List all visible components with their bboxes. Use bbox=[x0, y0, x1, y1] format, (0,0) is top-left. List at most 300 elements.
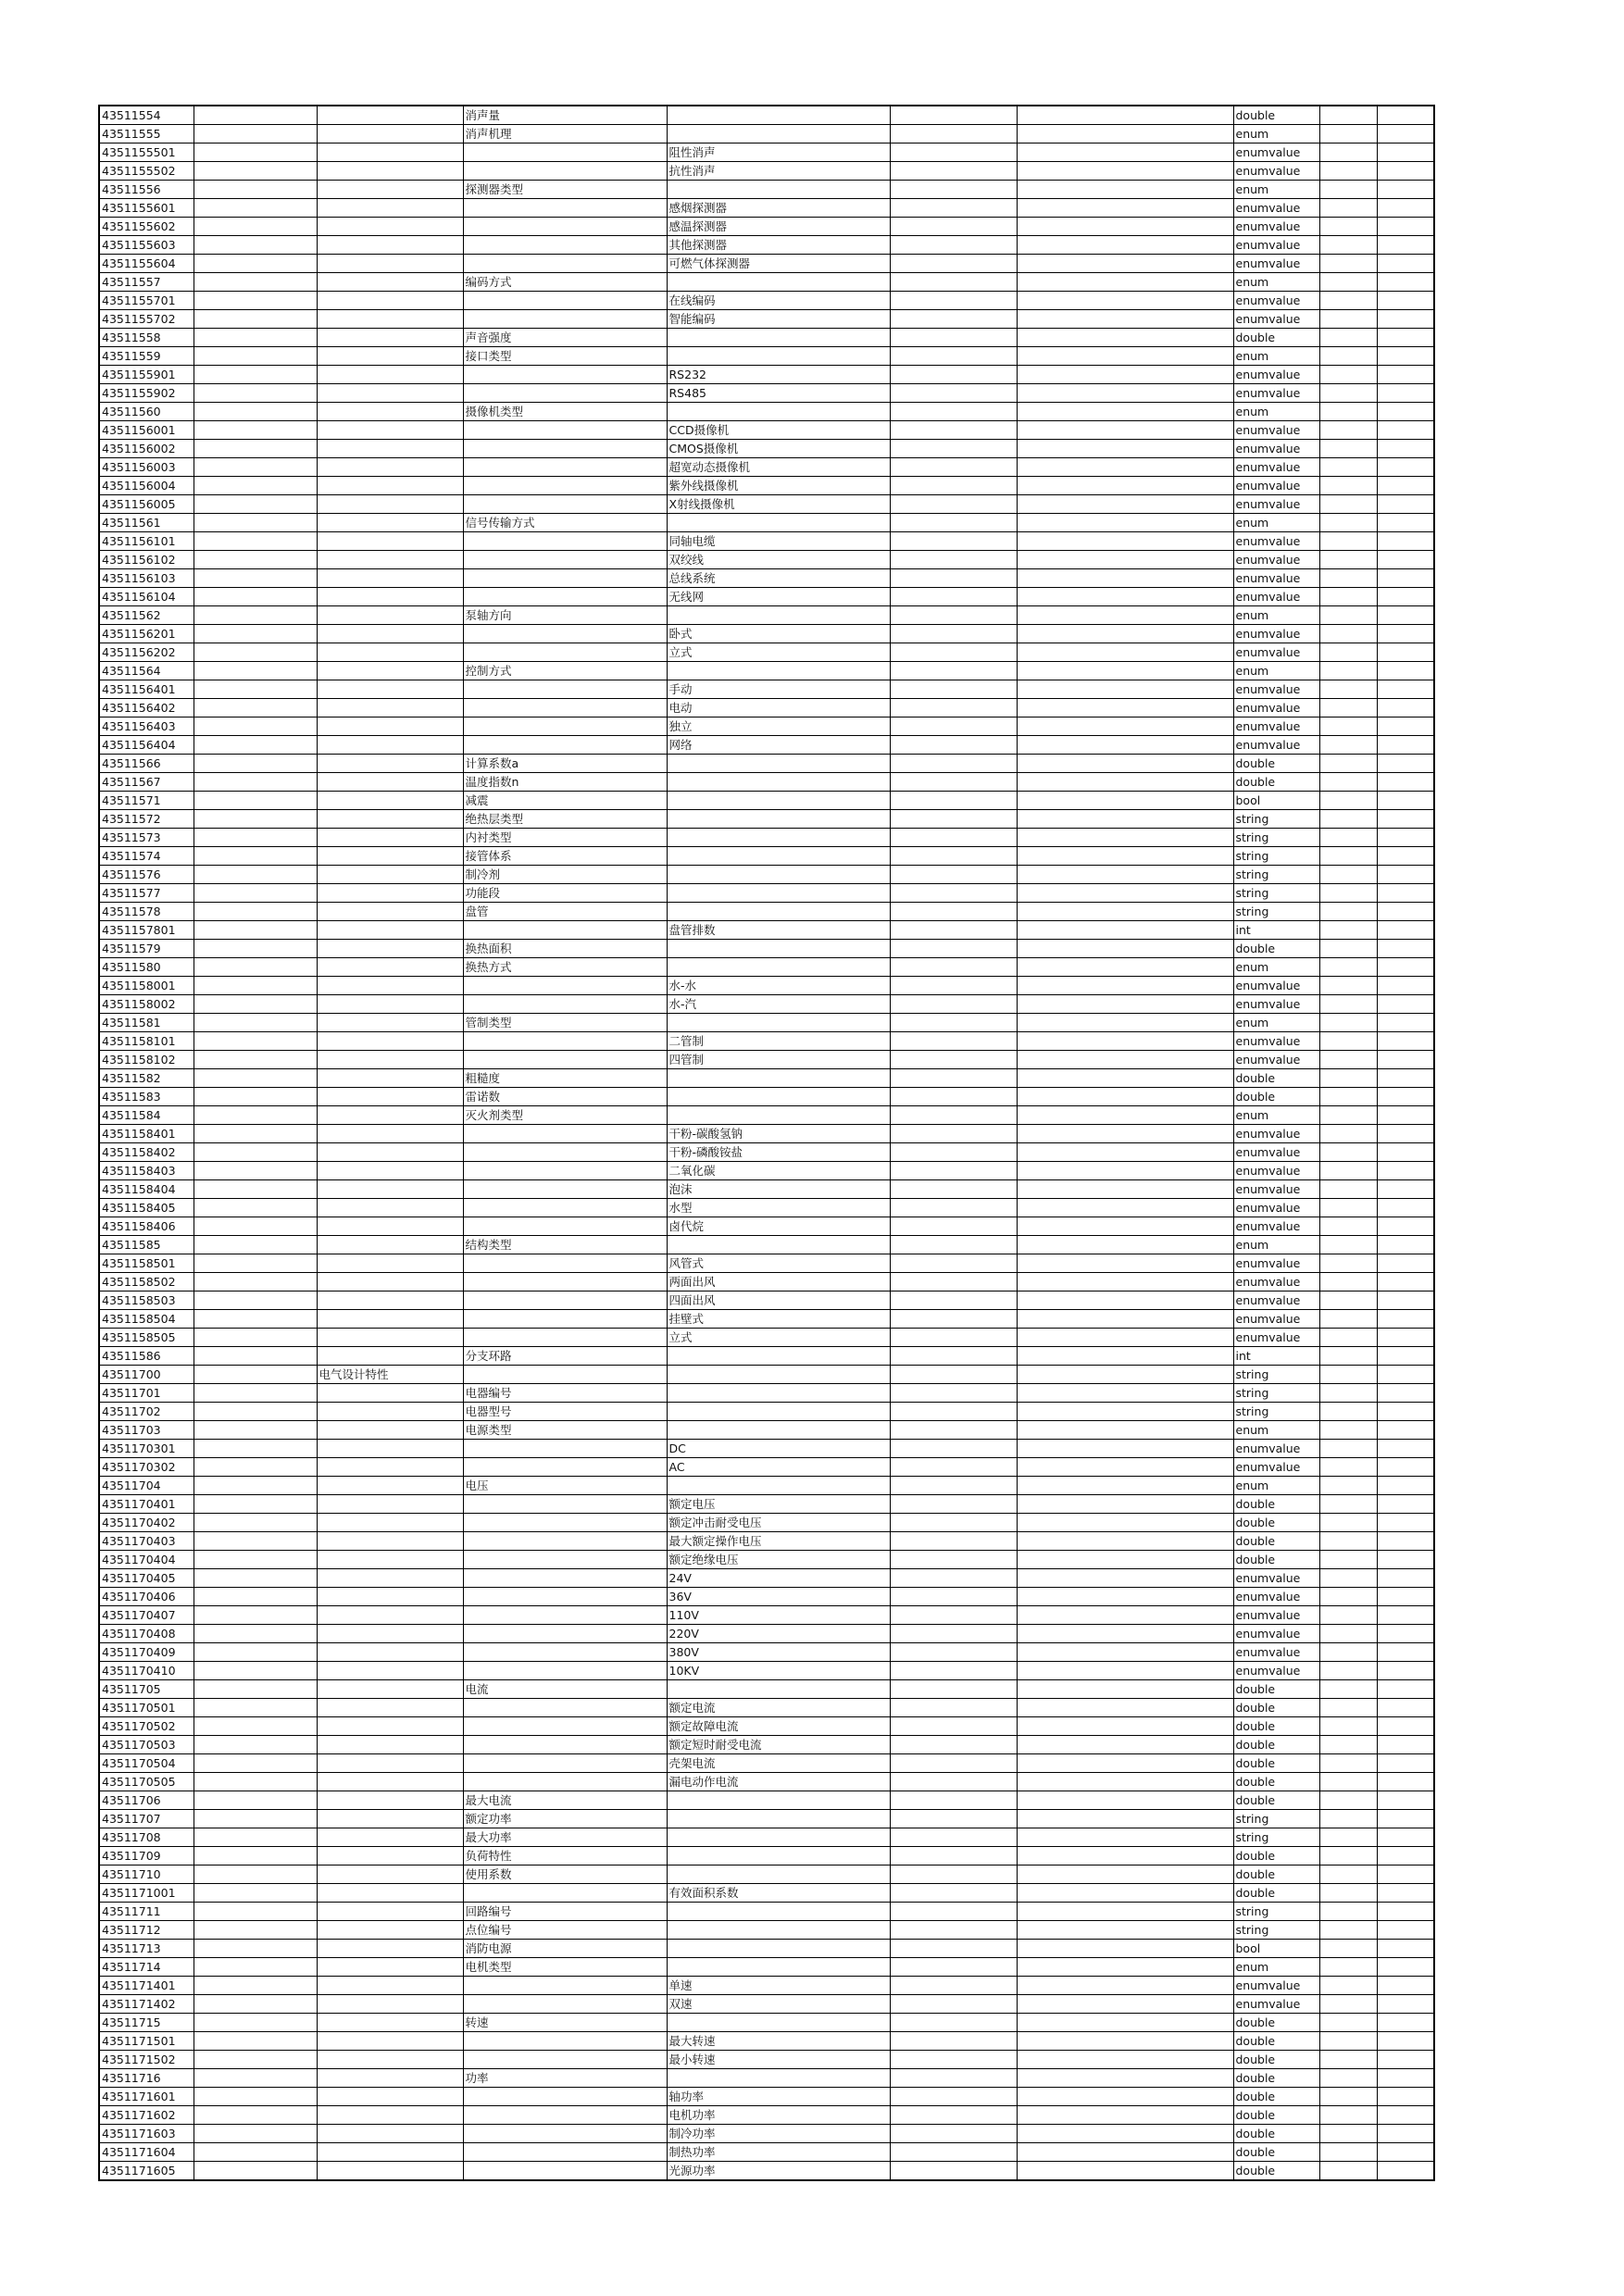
datatype-cell: enumvalue bbox=[1233, 1199, 1319, 1217]
col7-cell bbox=[1017, 329, 1233, 347]
col7-cell bbox=[1017, 1347, 1233, 1366]
property-cell bbox=[463, 162, 667, 181]
table-row bbox=[99, 1477, 1434, 1495]
code-cell: 4351155901 bbox=[99, 366, 194, 384]
table-row bbox=[99, 1069, 1434, 1088]
property-cell bbox=[463, 1773, 667, 1791]
subproperty-cell bbox=[667, 773, 890, 792]
subproperty-cell: 总线系统 bbox=[667, 569, 890, 588]
datatype-cell: double bbox=[1233, 1847, 1319, 1866]
subproperty-cell: DC bbox=[667, 1440, 890, 1458]
code-cell: 4351170407 bbox=[99, 1606, 194, 1625]
col9-cell bbox=[1319, 106, 1377, 125]
col9-cell bbox=[1319, 625, 1377, 643]
col10-cell bbox=[1377, 2032, 1434, 2051]
col10-cell bbox=[1377, 1329, 1434, 1347]
datatype-cell: double bbox=[1233, 755, 1319, 773]
col2-cell bbox=[194, 495, 317, 514]
code-cell: 43511706 bbox=[99, 1791, 194, 1810]
subproperty-cell: 水-水 bbox=[667, 977, 890, 995]
code-cell: 43511555 bbox=[99, 125, 194, 144]
category-cell bbox=[317, 1162, 463, 1180]
col7-cell bbox=[1017, 273, 1233, 292]
table-row bbox=[99, 1236, 1434, 1254]
table-row bbox=[99, 551, 1434, 569]
datatype-cell: string bbox=[1233, 1810, 1319, 1828]
subproperty-cell bbox=[667, 810, 890, 829]
subproperty-cell: 36V bbox=[667, 1588, 890, 1606]
table-row bbox=[99, 1903, 1434, 1921]
code-cell: 43511711 bbox=[99, 1903, 194, 1921]
property-cell: 盘管 bbox=[463, 903, 667, 921]
code-cell: 4351156101 bbox=[99, 532, 194, 551]
datatype-cell: enumvalue bbox=[1233, 366, 1319, 384]
col9-cell bbox=[1319, 1106, 1377, 1125]
col2-cell bbox=[194, 1551, 317, 1569]
table-row bbox=[99, 718, 1434, 736]
datatype-cell: enumvalue bbox=[1233, 1310, 1319, 1329]
category-cell bbox=[317, 1180, 463, 1199]
datatype-cell: enum bbox=[1233, 1236, 1319, 1254]
category-cell bbox=[317, 940, 463, 958]
subproperty-cell bbox=[667, 940, 890, 958]
col10-cell bbox=[1377, 921, 1434, 940]
datatype-cell: enumvalue bbox=[1233, 699, 1319, 718]
category-cell bbox=[317, 736, 463, 755]
datatype-cell: enumvalue bbox=[1233, 477, 1319, 495]
col2-cell bbox=[194, 477, 317, 495]
property-cell: 负荷特性 bbox=[463, 1847, 667, 1866]
code-cell: 4351155602 bbox=[99, 218, 194, 236]
col7-cell bbox=[1017, 884, 1233, 903]
datatype-cell: string bbox=[1233, 1828, 1319, 1847]
property-cell: 最大电流 bbox=[463, 1791, 667, 1810]
col7-cell bbox=[1017, 1958, 1233, 1977]
table-row bbox=[99, 162, 1434, 181]
col7-cell bbox=[1017, 1477, 1233, 1495]
col9-cell bbox=[1319, 699, 1377, 718]
col7-cell bbox=[1017, 736, 1233, 755]
property-cell: 绝热层类型 bbox=[463, 810, 667, 829]
subproperty-cell: 额定短时耐受电流 bbox=[667, 1736, 890, 1754]
table-row bbox=[99, 440, 1434, 458]
table-row bbox=[99, 1588, 1434, 1606]
category-cell bbox=[317, 1292, 463, 1310]
table-row bbox=[99, 273, 1434, 292]
col2-cell bbox=[194, 1477, 317, 1495]
datatype-cell: enumvalue bbox=[1233, 1995, 1319, 2014]
col10-cell bbox=[1377, 1569, 1434, 1588]
category-cell bbox=[317, 680, 463, 699]
property-cell bbox=[463, 1217, 667, 1236]
col9-cell bbox=[1319, 2143, 1377, 2162]
code-cell: 43511578 bbox=[99, 903, 194, 921]
category-cell bbox=[317, 218, 463, 236]
col2-cell bbox=[194, 236, 317, 255]
category-cell bbox=[317, 477, 463, 495]
col7-cell bbox=[1017, 1199, 1233, 1217]
code-cell: 43511579 bbox=[99, 940, 194, 958]
col6-cell bbox=[890, 1643, 1017, 1662]
property-cell bbox=[463, 1032, 667, 1051]
subproperty-cell bbox=[667, 958, 890, 977]
datatype-cell: enum bbox=[1233, 181, 1319, 199]
table-row bbox=[99, 1569, 1434, 1588]
datatype-cell: enumvalue bbox=[1233, 1180, 1319, 1199]
col7-cell bbox=[1017, 1643, 1233, 1662]
datatype-cell: enumvalue bbox=[1233, 1625, 1319, 1643]
datatype-cell: enum bbox=[1233, 958, 1319, 977]
col7-cell bbox=[1017, 2143, 1233, 2162]
col6-cell bbox=[890, 514, 1017, 532]
col9-cell bbox=[1319, 1292, 1377, 1310]
col7-cell bbox=[1017, 1606, 1233, 1625]
subproperty-cell: RS232 bbox=[667, 366, 890, 384]
col6-cell bbox=[890, 255, 1017, 273]
col2-cell bbox=[194, 1458, 317, 1477]
col2-cell bbox=[194, 125, 317, 144]
col6-cell bbox=[890, 1329, 1017, 1347]
col7-cell bbox=[1017, 1866, 1233, 1884]
property-cell: 功率 bbox=[463, 2069, 667, 2088]
col9-cell bbox=[1319, 643, 1377, 662]
subproperty-cell bbox=[667, 829, 890, 847]
col9-cell bbox=[1319, 1273, 1377, 1292]
col7-cell bbox=[1017, 2162, 1233, 2181]
table-row bbox=[99, 569, 1434, 588]
subproperty-cell: 最小转速 bbox=[667, 2051, 890, 2069]
category-cell bbox=[317, 1680, 463, 1699]
col10-cell bbox=[1377, 829, 1434, 847]
code-cell: 4351155902 bbox=[99, 384, 194, 403]
col9-cell bbox=[1319, 680, 1377, 699]
datatype-cell: enumvalue bbox=[1233, 1643, 1319, 1662]
col9-cell bbox=[1319, 1717, 1377, 1736]
col2-cell bbox=[194, 921, 317, 940]
col2-cell bbox=[194, 218, 317, 236]
table-row bbox=[99, 1162, 1434, 1180]
col9-cell bbox=[1319, 514, 1377, 532]
col7-cell bbox=[1017, 1514, 1233, 1532]
col6-cell bbox=[890, 458, 1017, 477]
col2-cell bbox=[194, 1958, 317, 1977]
category-cell bbox=[317, 1236, 463, 1254]
col2-cell bbox=[194, 1403, 317, 1421]
col7-cell bbox=[1017, 588, 1233, 606]
code-cell: 4351158403 bbox=[99, 1162, 194, 1180]
category-cell bbox=[317, 255, 463, 273]
property-cell bbox=[463, 921, 667, 940]
property-cell bbox=[463, 199, 667, 218]
datatype-cell: enumvalue bbox=[1233, 977, 1319, 995]
col7-cell bbox=[1017, 532, 1233, 551]
col9-cell bbox=[1319, 866, 1377, 884]
col9-cell bbox=[1319, 366, 1377, 384]
col9-cell bbox=[1319, 662, 1377, 680]
col9-cell bbox=[1319, 1977, 1377, 1995]
col7-cell bbox=[1017, 1773, 1233, 1791]
col9-cell bbox=[1319, 1940, 1377, 1958]
col7-cell bbox=[1017, 1717, 1233, 1736]
col7-cell bbox=[1017, 1329, 1233, 1347]
col7-cell bbox=[1017, 755, 1233, 773]
property-cell bbox=[463, 699, 667, 718]
category-cell bbox=[317, 514, 463, 532]
col6-cell bbox=[890, 1717, 1017, 1736]
col6-cell bbox=[890, 680, 1017, 699]
col9-cell bbox=[1319, 347, 1377, 366]
category-cell bbox=[317, 792, 463, 810]
property-cell: 电流 bbox=[463, 1680, 667, 1699]
col6-cell bbox=[890, 1273, 1017, 1292]
property-cell: 粗糙度 bbox=[463, 1069, 667, 1088]
subproperty-cell bbox=[667, 1014, 890, 1032]
col10-cell bbox=[1377, 495, 1434, 514]
col10-cell bbox=[1377, 1347, 1434, 1366]
table-row bbox=[99, 125, 1434, 144]
code-cell: 4351158405 bbox=[99, 1199, 194, 1217]
property-cell bbox=[463, 1588, 667, 1606]
col10-cell bbox=[1377, 2143, 1434, 2162]
col2-cell bbox=[194, 1162, 317, 1180]
datatype-cell: double bbox=[1233, 2014, 1319, 2032]
table-row bbox=[99, 347, 1434, 366]
category-cell bbox=[317, 1717, 463, 1736]
col9-cell bbox=[1319, 1180, 1377, 1199]
table-row bbox=[99, 477, 1434, 495]
category-cell bbox=[317, 292, 463, 310]
category-cell bbox=[317, 532, 463, 551]
property-cell: 内衬类型 bbox=[463, 829, 667, 847]
datatype-cell: string bbox=[1233, 866, 1319, 884]
table-row bbox=[99, 1828, 1434, 1847]
col7-cell bbox=[1017, 643, 1233, 662]
table-row bbox=[99, 1736, 1434, 1754]
col7-cell bbox=[1017, 384, 1233, 403]
col6-cell bbox=[890, 1532, 1017, 1551]
col2-cell bbox=[194, 2014, 317, 2032]
col9-cell bbox=[1319, 1514, 1377, 1532]
category-cell bbox=[317, 1014, 463, 1032]
col6-cell bbox=[890, 125, 1017, 144]
col10-cell bbox=[1377, 606, 1434, 625]
col7-cell bbox=[1017, 1569, 1233, 1588]
col10-cell bbox=[1377, 977, 1434, 995]
category-cell bbox=[317, 2143, 463, 2162]
col7-cell bbox=[1017, 1162, 1233, 1180]
col10-cell bbox=[1377, 569, 1434, 588]
category-cell bbox=[317, 1736, 463, 1754]
col6-cell bbox=[890, 1662, 1017, 1680]
property-cell: 换热方式 bbox=[463, 958, 667, 977]
code-cell: 43511581 bbox=[99, 1014, 194, 1032]
table-row bbox=[99, 1847, 1434, 1866]
col7-cell bbox=[1017, 995, 1233, 1014]
col2-cell bbox=[194, 1088, 317, 1106]
datatype-cell: enumvalue bbox=[1233, 718, 1319, 736]
datatype-cell: enumvalue bbox=[1233, 199, 1319, 218]
col7-cell bbox=[1017, 1940, 1233, 1958]
col10-cell bbox=[1377, 2162, 1434, 2181]
col10-cell bbox=[1377, 2106, 1434, 2125]
col9-cell bbox=[1319, 218, 1377, 236]
col9-cell bbox=[1319, 421, 1377, 440]
category-cell bbox=[317, 1199, 463, 1217]
col2-cell bbox=[194, 1254, 317, 1273]
col6-cell bbox=[890, 477, 1017, 495]
col6-cell bbox=[890, 495, 1017, 514]
property-cell: 消防电源 bbox=[463, 1940, 667, 1958]
col7-cell bbox=[1017, 1551, 1233, 1569]
table-row bbox=[99, 847, 1434, 866]
col10-cell bbox=[1377, 884, 1434, 903]
col6-cell bbox=[890, 2014, 1017, 2032]
subproperty-cell: 立式 bbox=[667, 1329, 890, 1347]
col2-cell bbox=[194, 829, 317, 847]
category-cell bbox=[317, 2088, 463, 2106]
property-cell bbox=[463, 1884, 667, 1903]
property-cell bbox=[463, 421, 667, 440]
code-cell: 43511705 bbox=[99, 1680, 194, 1699]
code-cell: 4351170409 bbox=[99, 1643, 194, 1662]
subproperty-cell: 电动 bbox=[667, 699, 890, 718]
col7-cell bbox=[1017, 903, 1233, 921]
col10-cell bbox=[1377, 1162, 1434, 1180]
code-cell: 4351171001 bbox=[99, 1884, 194, 1903]
col2-cell bbox=[194, 1032, 317, 1051]
property-cell bbox=[463, 551, 667, 569]
col2-cell bbox=[194, 1143, 317, 1162]
code-cell: 4351155701 bbox=[99, 292, 194, 310]
table-row bbox=[99, 2143, 1434, 2162]
subproperty-cell bbox=[667, 1347, 890, 1366]
col9-cell bbox=[1319, 2162, 1377, 2181]
col10-cell bbox=[1377, 1866, 1434, 1884]
table-row bbox=[99, 1921, 1434, 1940]
col2-cell bbox=[194, 866, 317, 884]
col6-cell bbox=[890, 310, 1017, 329]
col10-cell bbox=[1377, 1791, 1434, 1810]
col9-cell bbox=[1319, 532, 1377, 551]
property-cell bbox=[463, 1699, 667, 1717]
col6-cell bbox=[890, 1106, 1017, 1125]
col10-cell bbox=[1377, 514, 1434, 532]
subproperty-cell: 二管制 bbox=[667, 1032, 890, 1051]
col9-cell bbox=[1319, 1662, 1377, 1680]
code-cell: 4351155601 bbox=[99, 199, 194, 218]
code-cell: 43511701 bbox=[99, 1384, 194, 1403]
col6-cell bbox=[890, 532, 1017, 551]
code-cell: 4351156403 bbox=[99, 718, 194, 736]
category-cell bbox=[317, 2106, 463, 2125]
col9-cell bbox=[1319, 1921, 1377, 1940]
subproperty-cell bbox=[667, 1810, 890, 1828]
col9-cell bbox=[1319, 1421, 1377, 1440]
code-cell: 43511580 bbox=[99, 958, 194, 977]
col9-cell bbox=[1319, 884, 1377, 903]
code-cell: 4351156102 bbox=[99, 551, 194, 569]
category-cell bbox=[317, 329, 463, 347]
category-cell bbox=[317, 125, 463, 144]
col2-cell bbox=[194, 1940, 317, 1958]
col10-cell bbox=[1377, 2125, 1434, 2143]
col7-cell bbox=[1017, 866, 1233, 884]
col10-cell bbox=[1377, 1940, 1434, 1958]
datatype-cell: double bbox=[1233, 2051, 1319, 2069]
col6-cell bbox=[890, 1588, 1017, 1606]
col10-cell bbox=[1377, 1847, 1434, 1866]
table-row bbox=[99, 532, 1434, 551]
col2-cell bbox=[194, 1643, 317, 1662]
col9-cell bbox=[1319, 829, 1377, 847]
col9-cell bbox=[1319, 440, 1377, 458]
code-cell: 4351158402 bbox=[99, 1143, 194, 1162]
col2-cell bbox=[194, 940, 317, 958]
table-row bbox=[99, 1773, 1434, 1791]
col6-cell bbox=[890, 384, 1017, 403]
col9-cell bbox=[1319, 1403, 1377, 1421]
col9-cell bbox=[1319, 199, 1377, 218]
col10-cell bbox=[1377, 1514, 1434, 1532]
col9-cell bbox=[1319, 477, 1377, 495]
category-cell bbox=[317, 1384, 463, 1403]
col2-cell bbox=[194, 1995, 317, 2014]
table-row bbox=[99, 773, 1434, 792]
code-cell: 43511554 bbox=[99, 106, 194, 125]
code-cell: 4351170505 bbox=[99, 1773, 194, 1791]
col6-cell bbox=[890, 2069, 1017, 2088]
property-cell bbox=[463, 1440, 667, 1458]
col10-cell bbox=[1377, 2051, 1434, 2069]
col2-cell bbox=[194, 2032, 317, 2051]
table-row bbox=[99, 1514, 1434, 1532]
col10-cell bbox=[1377, 1477, 1434, 1495]
property-cell bbox=[463, 255, 667, 273]
code-cell: 43511556 bbox=[99, 181, 194, 199]
datatype-cell: double bbox=[1233, 1773, 1319, 1791]
subproperty-cell: 四管制 bbox=[667, 1051, 890, 1069]
table-row bbox=[99, 1643, 1434, 1662]
col10-cell bbox=[1377, 2088, 1434, 2106]
col2-cell bbox=[194, 792, 317, 810]
category-cell bbox=[317, 699, 463, 718]
datatype-cell: enumvalue bbox=[1233, 680, 1319, 699]
col10-cell bbox=[1377, 1643, 1434, 1662]
datatype-cell: enumvalue bbox=[1233, 1606, 1319, 1625]
table-row bbox=[99, 866, 1434, 884]
table-row bbox=[99, 2125, 1434, 2143]
table-row bbox=[99, 1995, 1434, 2014]
property-cell bbox=[463, 2088, 667, 2106]
col9-cell bbox=[1319, 458, 1377, 477]
col2-cell bbox=[194, 1606, 317, 1625]
code-cell: 43511712 bbox=[99, 1921, 194, 1940]
col6-cell bbox=[890, 755, 1017, 773]
property-cell: 最大功率 bbox=[463, 1828, 667, 1847]
col9-cell bbox=[1319, 1828, 1377, 1847]
table-row bbox=[99, 606, 1434, 625]
property-cell: 泵轴方向 bbox=[463, 606, 667, 625]
property-cell: 结构类型 bbox=[463, 1236, 667, 1254]
table-row bbox=[99, 736, 1434, 755]
table-row bbox=[99, 458, 1434, 477]
col10-cell bbox=[1377, 1588, 1434, 1606]
col2-cell bbox=[194, 1569, 317, 1588]
property-cell: 分支环路 bbox=[463, 1347, 667, 1366]
col10-cell bbox=[1377, 1384, 1434, 1403]
table-row bbox=[99, 588, 1434, 606]
datatype-cell: double bbox=[1233, 940, 1319, 958]
